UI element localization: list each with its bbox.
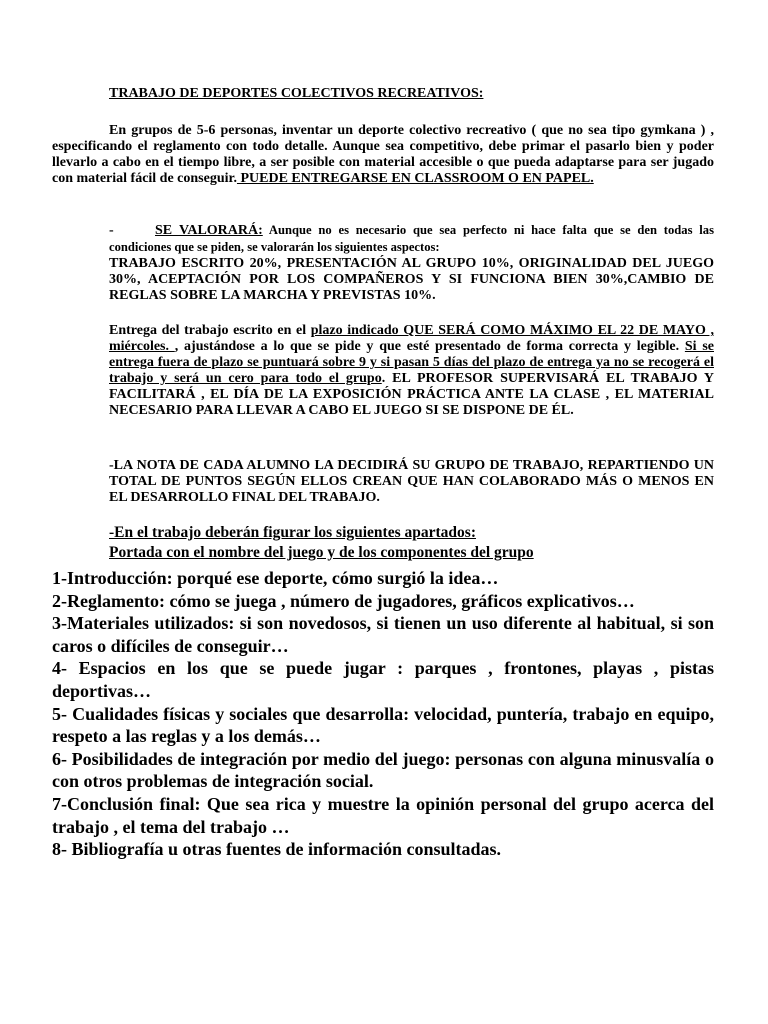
delivery-deadline: plazo indicado QUE SERÁ COMO MÁXIMO EL 22 DE MAYO , miércoles.	[109, 323, 714, 354]
list-item: 8- Bibliografía u otras fuentes de información consultadas.	[52, 839, 502, 860]
list-item: 4- Espacios en los que se puede jugar : parques , frontones, playas , pistas deportivas…	[52, 658, 714, 701]
valuation-block	[109, 222, 714, 304]
cover-line: Portada con el nombre del juego y de los componentes del grupo	[109, 544, 534, 561]
intro-paragraph	[52, 123, 714, 187]
intro-delivery-note: PUEDE ENTREGARSE EN CLASSROOM O EN PAPEL.	[236, 171, 594, 186]
intro-text: En grupos de 5-6 personas, inventar un deporte colectivo recreativo ( que no sea tipo gymkana ) , especificando el reglamento con todo detalle. Aunque sea competitivo, debe primar el pasarlo bien y poder llevarlo a cabo en el tiempo libre, a ser posible con material accesible o que pueda adaptarse para ser jugado con material fácil de conseguir.	[52, 123, 714, 186]
list-item: 1-Introducción: porqué ese deporte, cómo surgió la idea…	[52, 568, 499, 588]
delivery-text-2: , ajustándose a lo que se pide y que esté presentado de forma correcta y legible.	[174, 339, 685, 354]
document-title: TRABAJO DE DEPORTES COLECTIVOS RECREATIVOS:	[109, 86, 484, 101]
list-item: 6- Posibilidades de integración por medio del juego: personas con alguna minusvalía o con otros problemas de integración social.	[52, 748, 714, 792]
list-item: 5- Cualidades físicas y sociales que desarrolla: velocidad, puntería, trabajo en equipo, respeto a las reglas y a los demás…	[52, 703, 714, 747]
delivery-late-policy: Si se entrega fuera de plazo se puntuará sobre 9 y si pasan 5 días del plazo de entrega ya no se recogerá el trabajo y será un cero para todo el grupo	[109, 339, 714, 386]
list-item: 3-Materiales utilizados: si son novedosos, si tienen un uso diferente al habitual, si son caros o difíciles de conseguir…	[52, 613, 714, 656]
valuation-text: Aunque no es necesario que sea perfecto ni hace falta que se den todas las condiciones que se piden, se valorarán los siguientes aspectos:	[109, 223, 714, 254]
valuation-criteria: TRABAJO ESCRITO 20%, PRESENTACIÓN AL GRUPO 10%, ORIGINALIDAD DEL JUEGO 30%, ACEPTACIÓN POR LOS COMPAÑEROS Y SI FUNCIONA BIEN 30%,CAMBIO DE REGLAS SOBRE LA MARCHA Y PREVISTAS 10%.	[109, 256, 714, 303]
valuation-dash: -	[109, 223, 114, 238]
sections-list	[52, 567, 714, 861]
delivery-text-1: Entrega del trabajo escrito en el	[109, 323, 311, 338]
grade-paragraph: -LA NOTA DE CADA ALUMNO LA DECIDIRÁ SU GRUPO DE TRABAJO, REPARTIENDO UN TOTAL DE PUNTOS SEGÚN ELLOS CREAN QUE HAN COLABORADO MÁS O MENOS EN EL DESARROLLO FINAL DEL TRABAJO.	[109, 458, 714, 505]
list-item: 2-Reglamento: cómo se juega , número de jugadores, gráficos explicativos…	[52, 590, 635, 611]
delivery-paragraph	[109, 323, 714, 419]
delivery-text-3: . EL PROFESOR SUPERVISARÁ EL TRABAJO Y FACILITARÁ , EL DÍA DE LA EXPOSICIÓN PRÁCTICA ANTE LA CLASE , EL MATERIAL NECESARIO PARA LLEVAR A CABO EL JUEGO SI SE DISPONE DE ÉL.	[109, 371, 715, 418]
sections-heading: -En el trabajo deberán figurar los siguientes apartados:	[109, 524, 476, 541]
valuation-label: SE VALORARÁ:	[155, 223, 263, 238]
list-item: 7-Conclusión final: Que sea rica y muestre la opinión personal del grupo acerca del trabajo , el tema del trabajo …	[52, 793, 714, 837]
